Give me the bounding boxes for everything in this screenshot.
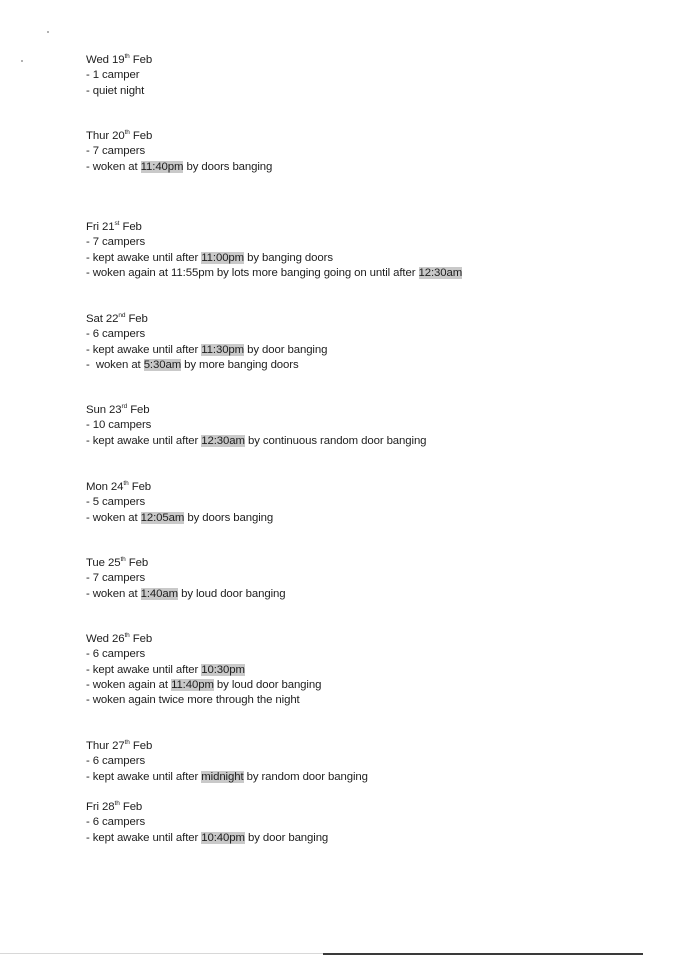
entry-line: - kept awake until after midnight by random door banging [86, 770, 368, 783]
entry-date: Sat 22nd Feb [86, 312, 148, 325]
time-highlight: 11:40pm [171, 678, 214, 691]
entry-line: - woken at 1:40am by loud door banging [86, 587, 286, 600]
scan-edge-faint [0, 953, 323, 954]
entry-line: - woken again twice more through the night [86, 694, 300, 707]
time-highlight: 1:40am [140, 587, 179, 600]
log-entry [86, 480, 273, 526]
time-highlight: 11:30pm [201, 343, 245, 356]
entry-line: - quiet night [86, 84, 145, 97]
log-entry [86, 632, 321, 708]
entry-date: Wed 19th Feb [86, 53, 153, 66]
time-highlight: 10:40pm [201, 831, 245, 844]
entry-date: Fri 28th Feb [86, 800, 143, 813]
log-entry [86, 220, 462, 281]
log-entry [86, 53, 152, 99]
log-entry [86, 403, 426, 449]
log-entry [86, 739, 368, 785]
entry-line: - 6 campers [86, 648, 146, 661]
entry-line: - 6 campers [86, 755, 146, 768]
entry-date: Thur 20th Feb [86, 129, 153, 142]
time-highlight: 5:30am [143, 358, 182, 371]
time-highlight: midnight [201, 770, 244, 783]
entry-line: - woken at 5:30am by more banging doors [86, 358, 299, 371]
log-entry [86, 312, 327, 373]
entry-line: - woken again at 11:40pm by loud door banging [86, 678, 322, 691]
time-highlight: 12:05am [140, 511, 185, 524]
entry-line: - 6 campers [86, 816, 146, 829]
entry-line: - kept awake until after 10:30pm [86, 663, 245, 676]
entry-line: - kept awake until after 11:00pm by banging doors [86, 251, 333, 264]
log-entry [86, 556, 286, 602]
scan-speck [21, 60, 23, 62]
entry-line: - 5 campers [86, 496, 146, 509]
time-highlight: 10:30pm [201, 663, 245, 676]
entry-date: Thur 27th Feb [86, 739, 153, 752]
entry-line: - woken at 11:40pm by doors banging [86, 160, 273, 173]
time-highlight: 11:40pm [140, 160, 184, 173]
entry-line: - woken at 12:05am by doors banging [86, 511, 274, 524]
time-highlight: 11:00pm [201, 251, 245, 264]
entry-line: - 7 campers [86, 236, 146, 249]
entry-date: Wed 26th Feb [86, 632, 153, 645]
entry-line: - kept awake until after 12:30am by continuous random door banging [86, 434, 427, 447]
entry-line: - 6 campers [86, 328, 146, 341]
entry-date: Tue 25th Feb [86, 556, 149, 569]
log-entry [86, 129, 272, 175]
entry-date: Mon 24th Feb [86, 480, 152, 493]
entry-line: - woken again at 11:55pm by lots more banging going on until after 12:30am [86, 266, 463, 279]
entry-line: - kept awake until after 10:40pm by door banging [86, 831, 329, 844]
entry-date: Fri 21st Feb [86, 220, 142, 233]
time-highlight: 12:30am [418, 266, 463, 279]
time-highlight: 12:30am [201, 434, 245, 447]
scan-speck [47, 31, 49, 33]
entry-line: - 7 campers [86, 145, 146, 158]
entry-line: - 7 campers [86, 572, 146, 585]
entry-line: - kept awake until after 11:30pm by door banging [86, 343, 328, 356]
entry-date: Sun 23rd Feb [86, 403, 150, 416]
entry-line: - 1 camper [86, 69, 140, 82]
log-entry [86, 800, 328, 846]
entry-line: - 10 campers [86, 419, 152, 432]
